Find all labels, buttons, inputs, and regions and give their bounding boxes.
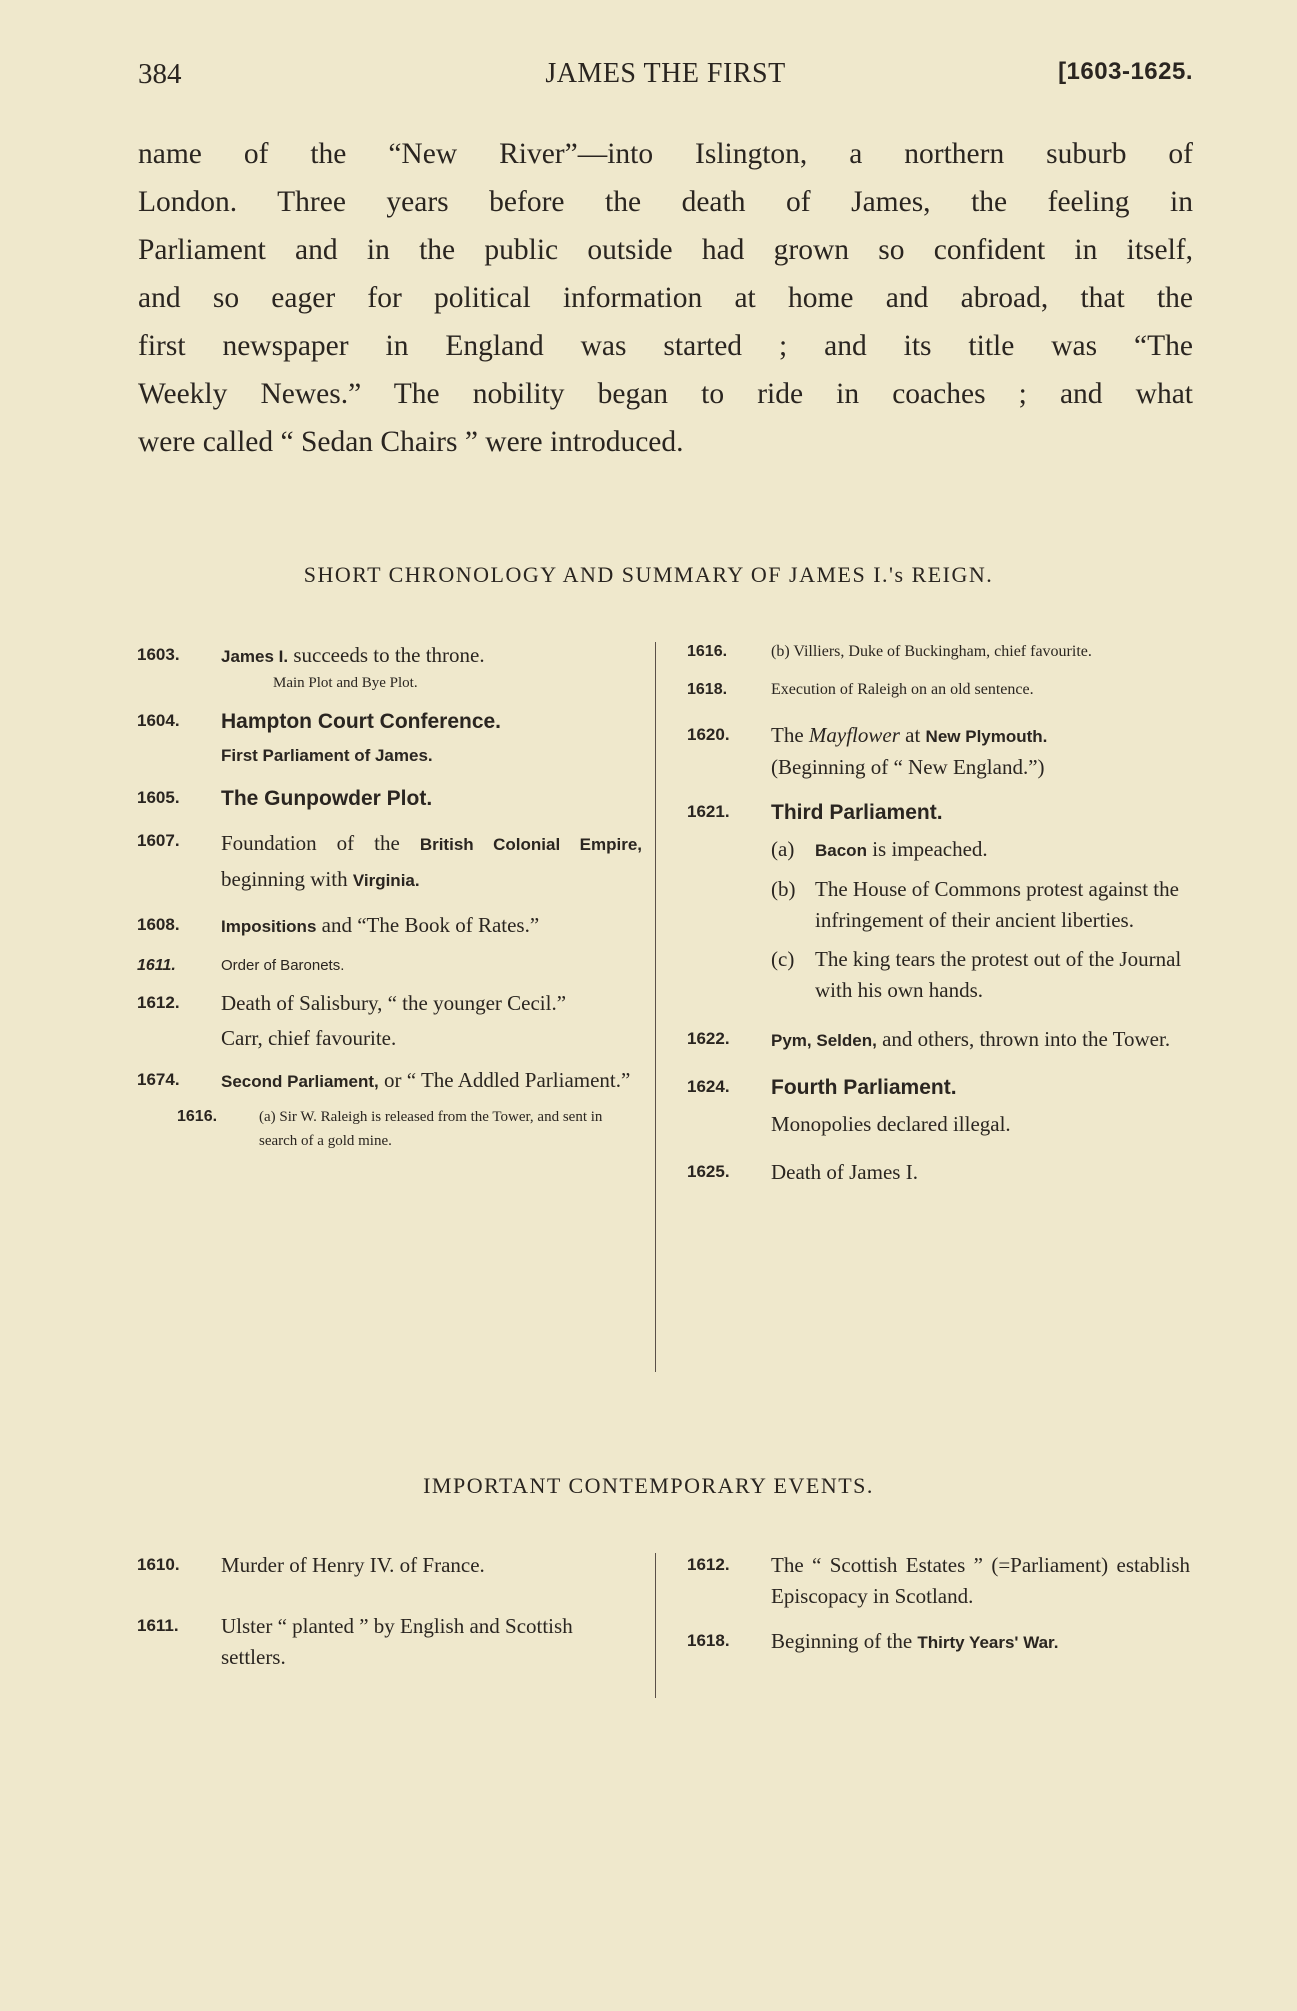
entry-text: or “ The Addled Parliament.” bbox=[378, 1068, 631, 1092]
entry-text: beginning with bbox=[221, 867, 353, 891]
body-line: Parliament and in the public outside had grown so confident in itself, bbox=[138, 234, 1193, 266]
entry-year: 1608. bbox=[137, 915, 180, 934]
body-line: first newspaper in England was started ; and its title was “The bbox=[138, 330, 1193, 362]
body-line: Weekly Newes.” The nobility began to ride in coaches ; and what bbox=[138, 378, 1193, 410]
body-paragraph bbox=[138, 130, 1193, 466]
chronology-entry bbox=[687, 640, 1190, 664]
entry-year: 1616. bbox=[177, 1108, 218, 1125]
page-header bbox=[138, 58, 1193, 98]
entry-year: 1607. bbox=[137, 831, 180, 850]
entry-text: The bbox=[771, 723, 809, 747]
column-divider bbox=[655, 642, 656, 1372]
date-range: [1603-1625. bbox=[1058, 58, 1193, 85]
event-entry bbox=[687, 1626, 1190, 1658]
body-line: were called “ Sedan Chairs ” were introduced. bbox=[138, 426, 684, 458]
chronology-entry bbox=[137, 910, 642, 942]
chronology-entry bbox=[137, 988, 642, 1019]
sub-entry bbox=[771, 874, 1190, 936]
contemporary-heading: IMPORTANT CONTEMPORARY EVENTS. bbox=[423, 1473, 874, 1498]
chronology-entry bbox=[137, 826, 642, 898]
chronology-entry bbox=[137, 640, 642, 672]
entry-text: Death of James I. bbox=[771, 1160, 918, 1184]
entry-note: Main Plot and Bye Plot. bbox=[273, 675, 418, 691]
entry-text: and others, thrown into the Tower. bbox=[876, 1027, 1171, 1051]
entry-bold: British Colonial Empire, bbox=[419, 835, 642, 854]
chronology-entry bbox=[687, 720, 1190, 783]
entry-text: Beginning of the bbox=[771, 1629, 918, 1653]
entry-year: 1618. bbox=[687, 681, 728, 698]
sub-label: (c) bbox=[771, 947, 795, 971]
entry-year: 1674. bbox=[137, 1070, 180, 1089]
entry-year: 1612. bbox=[687, 1555, 730, 1574]
chronology-left-column bbox=[137, 640, 642, 1163]
entry-year: 1611. bbox=[137, 1616, 179, 1635]
sub-entries bbox=[687, 834, 1190, 1006]
entry-text: (Beginning of “ New England.”) bbox=[771, 755, 1045, 779]
chronology-entry bbox=[137, 706, 642, 737]
entry-year: 1620. bbox=[687, 725, 730, 744]
chronology-entry bbox=[137, 954, 642, 978]
page-number: 384 bbox=[138, 58, 182, 90]
entry-year: 1610. bbox=[137, 1555, 180, 1574]
sub-label: (a) bbox=[771, 837, 795, 861]
event-entry bbox=[687, 1550, 1190, 1612]
event-entry bbox=[137, 1550, 642, 1581]
entry-bold: Impositions bbox=[221, 917, 317, 936]
entry-text: (a) Sir W. Raleigh is released from the Tower, and sent in search of a gold mine. bbox=[259, 1109, 603, 1149]
chronology-entry bbox=[687, 797, 1190, 828]
chronology-entry bbox=[687, 1157, 1190, 1188]
body-line: London. Three years before the death of James, the feeling in bbox=[138, 186, 1193, 218]
sub-label: (b) bbox=[771, 877, 796, 901]
chronology-entry bbox=[687, 678, 1190, 702]
body-line: and so eager for political information at home and abroad, that the bbox=[138, 282, 1193, 314]
entry-italic: Mayflower bbox=[808, 723, 900, 747]
entry-year: 1604. bbox=[137, 711, 180, 730]
entry-text: succeeds to the throne. bbox=[288, 643, 485, 667]
entry-bold: James I. bbox=[221, 647, 289, 666]
entry-bold: New Plymouth. bbox=[925, 727, 1048, 746]
chronology-right-column bbox=[687, 640, 1190, 1200]
entry-year: 1605. bbox=[137, 788, 180, 807]
entry-year: 1624. bbox=[687, 1077, 730, 1096]
chronology-heading: SHORT CHRONOLOGY AND SUMMARY OF JAMES I.'s REIGN. bbox=[303, 562, 994, 587]
entry-bold: Pym, Selden, bbox=[771, 1031, 877, 1050]
chronology-entry bbox=[137, 1065, 642, 1097]
entry-text: at bbox=[899, 723, 926, 747]
chronology-entry bbox=[137, 1105, 642, 1153]
entry-bold: Virginia. bbox=[352, 871, 420, 890]
entry-text: The king tears the protest out of the Journal with his own hands. bbox=[815, 947, 1182, 1002]
entry-text: The House of Commons protest against the infringement of their ancient liberties. bbox=[815, 877, 1179, 932]
entry-year: 1621. bbox=[687, 802, 730, 821]
entry-continuation: Carr, chief favourite. bbox=[221, 1026, 397, 1050]
contemporary-left-column bbox=[137, 1550, 642, 1685]
entry-continuation: Monopolies declared illegal. bbox=[771, 1112, 1011, 1136]
entry-year: 1611. bbox=[137, 957, 176, 974]
entry-text: Ulster “ planted ” by English and Scottish settlers. bbox=[221, 1614, 573, 1669]
entry-bold: Bacon bbox=[815, 841, 867, 860]
entry-text: is impeached. bbox=[866, 837, 988, 861]
event-entry bbox=[137, 1611, 642, 1673]
entry-bold: Second Parliament, bbox=[221, 1072, 379, 1091]
chronology-entry bbox=[137, 783, 642, 814]
chronology-entry bbox=[687, 1072, 1190, 1103]
entry-text: Execution of Raleigh on an old sentence. bbox=[771, 681, 1034, 698]
column-divider bbox=[655, 1553, 656, 1698]
chronology-entry bbox=[687, 1024, 1190, 1056]
entry-continuation: First Parliament of James. bbox=[221, 746, 433, 765]
entry-year: 1618. bbox=[687, 1631, 730, 1650]
contemporary-right-column bbox=[687, 1550, 1190, 1670]
entry-text: Death of Salisbury, “ the younger Cecil.” bbox=[221, 991, 567, 1015]
entry-year: 1622. bbox=[687, 1029, 730, 1048]
entry-text: Third Parliament. bbox=[771, 801, 943, 824]
entry-text: The “ Scottish Estates ” (=Parliament) establish Episcopacy in Scotland. bbox=[771, 1553, 1190, 1608]
entry-year: 1625. bbox=[687, 1162, 730, 1181]
entry-year: 1603. bbox=[137, 645, 180, 664]
running-title: JAMES THE FIRST bbox=[545, 58, 786, 89]
entry-text: Fourth Parliament. bbox=[771, 1076, 957, 1099]
sub-entry bbox=[771, 944, 1190, 1006]
entry-text: Hampton Court Conference. bbox=[221, 710, 502, 733]
entry-text: Murder of Henry IV. of France. bbox=[221, 1553, 485, 1577]
entry-text: Foundation of the bbox=[221, 831, 420, 855]
entry-text: Order of Baronets. bbox=[221, 957, 345, 974]
body-line: name of the “New River”—into Islington, a northern suburb of bbox=[138, 138, 1193, 170]
entry-text: The Gunpowder Plot. bbox=[221, 787, 433, 810]
entry-text: (b) Villiers, Duke of Buckingham, chief favourite. bbox=[771, 643, 1092, 660]
entry-year: 1616. bbox=[687, 643, 728, 660]
entry-year: 1612. bbox=[137, 993, 180, 1012]
sub-entry bbox=[771, 834, 1190, 866]
entry-text: and “The Book of Rates.” bbox=[316, 913, 540, 937]
entry-bold: Thirty Years' War. bbox=[917, 1633, 1059, 1652]
